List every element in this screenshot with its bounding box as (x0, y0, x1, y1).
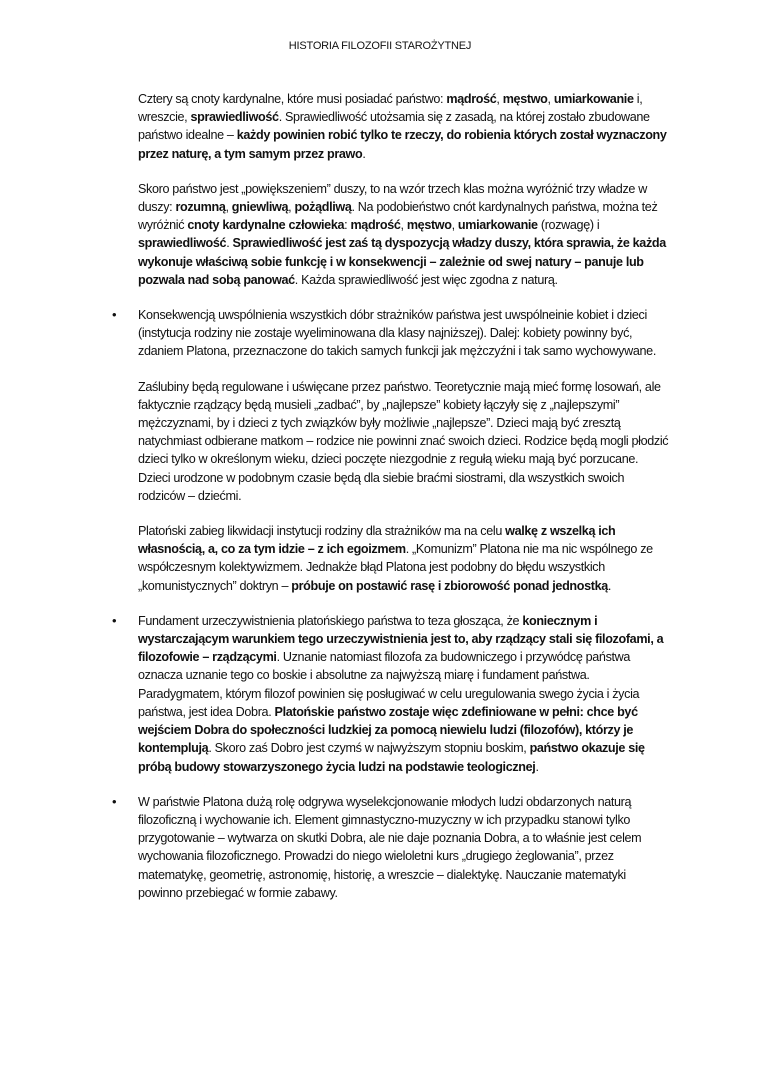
bullet-item-2 (112, 612, 670, 776)
bold-text: Sprawiedliwość jest zaś tą dyspozycją władzy duszy, która sprawia, że każda wykonuje właściwą sobie funkcję i w konsekwencji – zależnie od swej natury – panuje lub pozwala nad sobą panować (138, 236, 666, 287)
bullet-icon: • (112, 612, 117, 628)
bold-text: umiarkowanie (457, 218, 538, 233)
text-run: i, wreszcie, (138, 92, 643, 125)
bold-text: mądrość (350, 218, 401, 233)
text-run: , (288, 200, 295, 215)
text-run: . Każda sprawiedliwość jest więc zgodna z naturą. (294, 272, 558, 287)
bold-text: męstwo (406, 218, 452, 233)
bold-text: cnoty kardynalne człowieka (187, 218, 345, 233)
text-run: , (451, 218, 458, 233)
text-run: (rozwagę) i (537, 218, 600, 233)
text-run: . Skoro zaś Dobro jest czymś w najwyższym stopniu boskim, (208, 741, 530, 756)
text-run: W państwie Platona dużą rolę odgrywa wyselekcjonowanie młodych ludzi obdarzonych naturą filozoficzną i wychowanie ich. Element gimnastyczno-muzyczny w ich przypadku stanowi tylko przygotowanie – wytwarza on skutki Dobra, ale nie daje poznania Dobra, a to właśnie jest celem wychowania filozoficznego. Prowadzi do niego wieloletni kurs „drugiego żeglowania”, przez matematykę, geometrię, astronomię, historię, a wreszcie – dialektykę. Nauczanie matematyki powinno przebiegać w formie zabawy. (138, 794, 642, 900)
text-run: . Uznanie natomiast filozofa za budowniczego i przywódcę państwa oznacza uznanie tego co boskie i absolutne za najwyższą miarę i fundament państwa. Paradygmatem, którym filozof powinien się posługiwać w celu uregulowania swego życia i życia państwa, jest idea Dobra. (138, 650, 640, 719)
text-run: . Sprawiedliwość utożsamia się z zasadą, na której zostało zbudowane państwo idealne – (138, 110, 650, 143)
bold-text: państwo okazuje się próbą budowy stowarzyszonego życia ludzi na podstawie teologicznej (138, 741, 645, 774)
document-body (112, 90, 670, 919)
intro-paragraph-2 (138, 180, 670, 289)
text-run: . „Komunizm” Platona nie ma nic wspólnego ze współczesnym kolektywizmem. Jednakże błąd Platona jest podobny do błędu wszystkich „komunistycznych” doktryn – (138, 542, 653, 593)
bold-text: koniecznym i wystarczającym warunkiem tego urzeczywistnienia jest to, aby rządzący stali się filozofami, a filozofowie – rządzącymi (138, 613, 664, 665)
bullet-item-1 (112, 306, 670, 595)
text-run: Fundament urzeczywistnienia platońskiego państwa to teza głosząca, że (138, 613, 523, 628)
running-header: HISTORIA FILOZOFII STAROŻYTNEJ (288, 40, 472, 52)
text-run: Cztery są cnoty kardynalne, które musi posiadać państwo: (138, 92, 447, 106)
text-run: Zaślubiny będą regulowane i uświęcane przez państwo. Teoretycznie mają mieć formę losowań, ale faktycznie rządzący będą musieli „zadbać”, by „najlepsze” kobiety łączyły się z „najlepszymi” mężczyznami, by i dzieci z tych związków były możliwie „najlepsze”. Dzieci mają być zresztą natychmiast odbierane matkom – rodzice nie powinni znać swoich dzieci. Rodzice będą mogli płodzić dzieci tylko w określonym wieku, dzieci poczęte niezgodnie z regułą wieku mają być porzucane. Dzieci urodzone w podobnym czasie będą dla siebie braćmi siostrami, dla wszystkich swoich rodziców – dziećmi. (138, 379, 669, 503)
intro-paragraph-1 (138, 90, 670, 163)
bold-text: męstwo (502, 92, 548, 106)
bold-text: sprawiedliwość (138, 236, 227, 251)
bullet-item-3 (112, 793, 670, 902)
bold-text: próbuje on postawić rasę i zbiorowość ponad jednostką (291, 578, 608, 593)
text-run: . (226, 236, 233, 251)
text-run: : (344, 218, 351, 233)
text-run: , (496, 92, 503, 106)
text-run: . (607, 578, 612, 593)
text-run: , (400, 218, 407, 233)
bold-text: Platońskie państwo zostaje więc zdefiniowane w pełni: chce być wejściem Dobra do społeczności ludzkiej za pomocą niewielu ludzi (filozofów), którzy je kontemplują (138, 704, 638, 756)
text-run: Platoński zabieg likwidacji instytucji rodziny dla strażników ma na celu (138, 524, 506, 539)
bullet-1-paragraph-2 (138, 378, 670, 505)
bold-text: każdy powinien robić tylko te rzeczy, do robienia których został wyznaczony przez naturę, a tym samym przez prawo (138, 128, 667, 161)
text-run: . Na podobieństwo cnót kardynalnych państwa, można też wyróżnić (138, 200, 658, 233)
text-run: , (225, 200, 232, 215)
bold-text: rozumną (175, 200, 226, 215)
bullet-icon: • (112, 307, 117, 323)
bold-text: walkę z wszelką ich własnością, a, co za tym idzie – z ich egoizmem (138, 524, 616, 557)
text-run: . (362, 146, 366, 161)
bullet-icon: • (112, 793, 117, 809)
bold-text: mądrość (446, 92, 497, 106)
text-run: Konsekwencją uwspólnienia wszystkich dóbr strażników państwa jest uwspólneinie kobiet i dzieci (instytucja rodziny nie zostaje wyeliminowana dla klasy najniższej). Dalej: kobiety powinny być, zdaniem Platona, przeznaczone do takich samych funkcji jak mężczyźni i tak samo wychowywane. (138, 308, 656, 359)
text-run: , (547, 92, 554, 106)
bold-text: sprawiedliwość (190, 110, 279, 125)
bullet-1-paragraph-1 (138, 306, 670, 361)
bold-text: gniewliwą (231, 200, 289, 215)
bullet-2-paragraph-1 (138, 612, 670, 776)
bullet-3-paragraph-1 (138, 793, 670, 902)
bold-text: umiarkowanie (553, 92, 634, 106)
text-run: Skoro państwo jest „powiększeniem” duszy, to na wzór trzech klas można wyróżnić trzy władze w duszy: (138, 181, 647, 215)
bullet-1-paragraph-3 (138, 522, 670, 595)
text-run: . (535, 759, 539, 774)
bold-text: pożądliwą (294, 200, 352, 215)
